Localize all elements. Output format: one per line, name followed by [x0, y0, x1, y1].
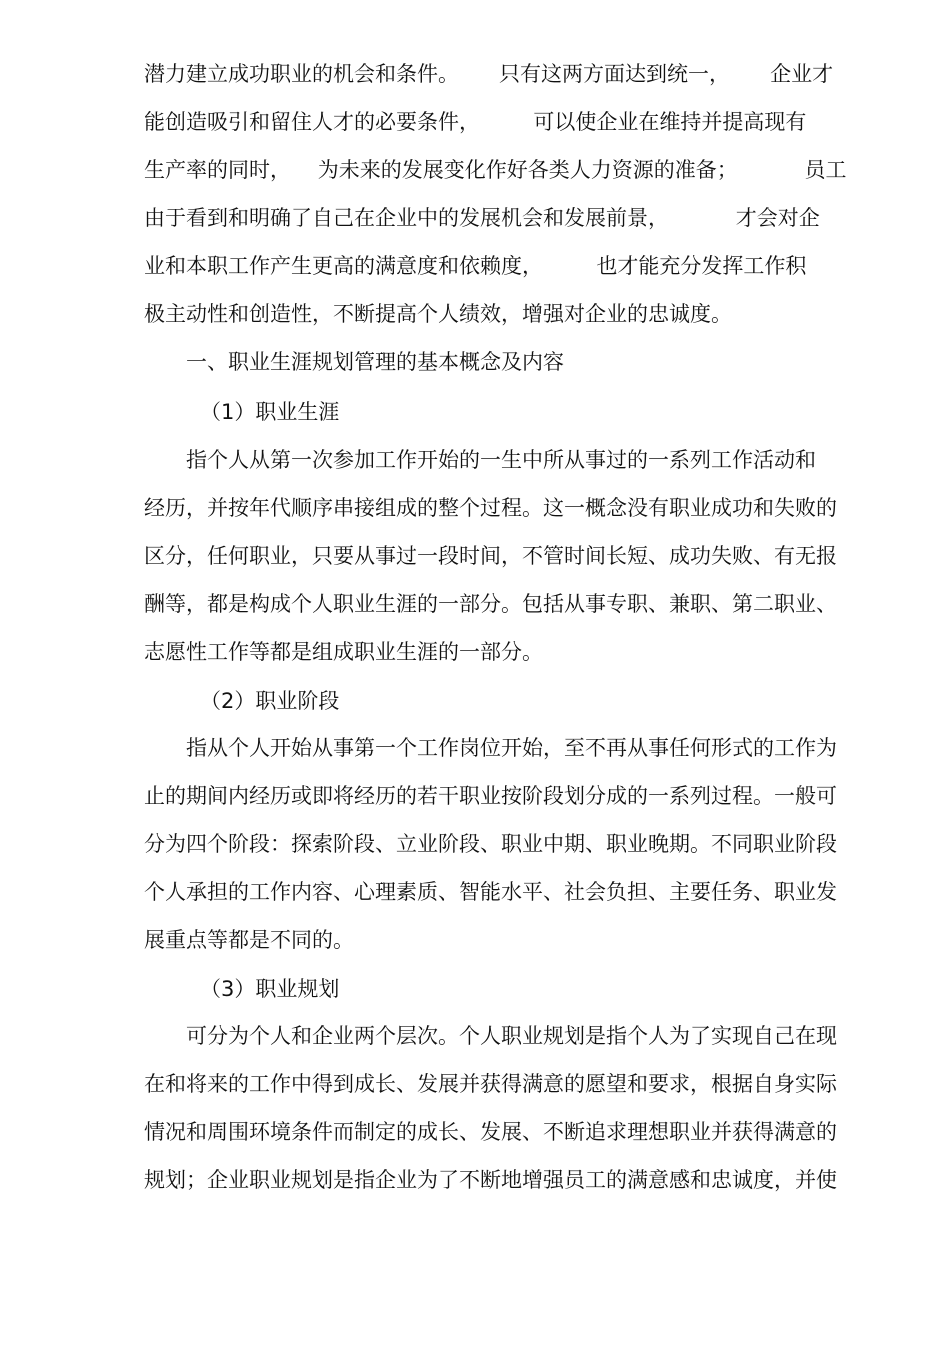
subsection-heading-1: （1）职业生涯	[200, 400, 340, 424]
intro-line-6: 极主动性和创造性，不断提高个人绩效，增强对企业的忠诚度。	[144, 302, 732, 326]
subsection-heading-3: （3）职业规划	[200, 977, 340, 1001]
paragraph-1-line-1: 指个人从第一次参加工作开始的一生中所从事过的一系列工作活动和	[186, 448, 816, 472]
paragraph-2-line-1: 指从个人开始从事第一个工作岗位开始，至不再从事任何形式的工作为	[186, 736, 837, 760]
section-heading: 一、职业生涯规划管理的基本概念及内容	[186, 350, 564, 374]
paragraph-3-line-4: 规划；企业职业规划是指企业为了不断地增强员工的满意感和忠诚度，并使	[144, 1168, 837, 1192]
paragraph-2-line-5: 展重点等都是不同的。	[144, 928, 354, 952]
paragraph-3-line-3: 情况和周围环境条件而制定的成长、发展、不断追求理想职业并获得满意的	[144, 1120, 837, 1144]
paragraph-1-line-3: 区分，任何职业，只要从事过一段时间，不管时间长短、成功失败、有无报	[144, 544, 837, 568]
intro-line-2: 能创造吸引和留住人才的必要条件， 可以使企业在维持并提高现有	[144, 110, 807, 134]
subsection-heading-2: （2）职业阶段	[200, 689, 340, 713]
intro-line-3: 生产率的同时， 为未来的发展变化作好各类人力资源的准备； 员工	[144, 158, 847, 182]
paragraph-1-line-5: 志愿性工作等都是组成职业生涯的一部分。	[144, 640, 543, 664]
intro-line-1: 潜力建立成功职业的机会和条件。 只有这两方面达到统一， 企业才	[144, 62, 834, 86]
intro-line-4: 由于看到和明确了自己在企业中的发展机会和发展前景， 才会对企	[144, 206, 820, 230]
paragraph-2-line-2: 止的期间内经历或即将经历的若干职业按阶段划分成的一系列过程。一般可	[144, 784, 837, 808]
paragraph-2-line-4: 个人承担的工作内容、心理素质、智能水平、社会负担、主要任务、职业发	[144, 880, 837, 904]
intro-line-5: 业和本职工作产生更高的满意度和依赖度， 也才能充分发挥工作积	[144, 254, 807, 278]
paragraph-1-line-4: 酬等，都是构成个人职业生涯的一部分。包括从事专职、兼职、第二职业、	[144, 592, 837, 616]
paragraph-3-line-2: 在和将来的工作中得到成长、发展并获得满意的愿望和要求，根据自身实际	[144, 1072, 837, 1096]
paragraph-3-line-1: 可分为个人和企业两个层次。个人职业规划是指个人为了实现自己在现	[186, 1024, 837, 1048]
paragraph-2-line-3: 分为四个阶段：探索阶段、立业阶段、职业中期、职业晚期。不同职业阶段	[144, 832, 837, 856]
paragraph-1-line-2: 经历，并按年代顺序串接组成的整个过程。这一概念没有职业成功和失败的	[144, 496, 837, 520]
